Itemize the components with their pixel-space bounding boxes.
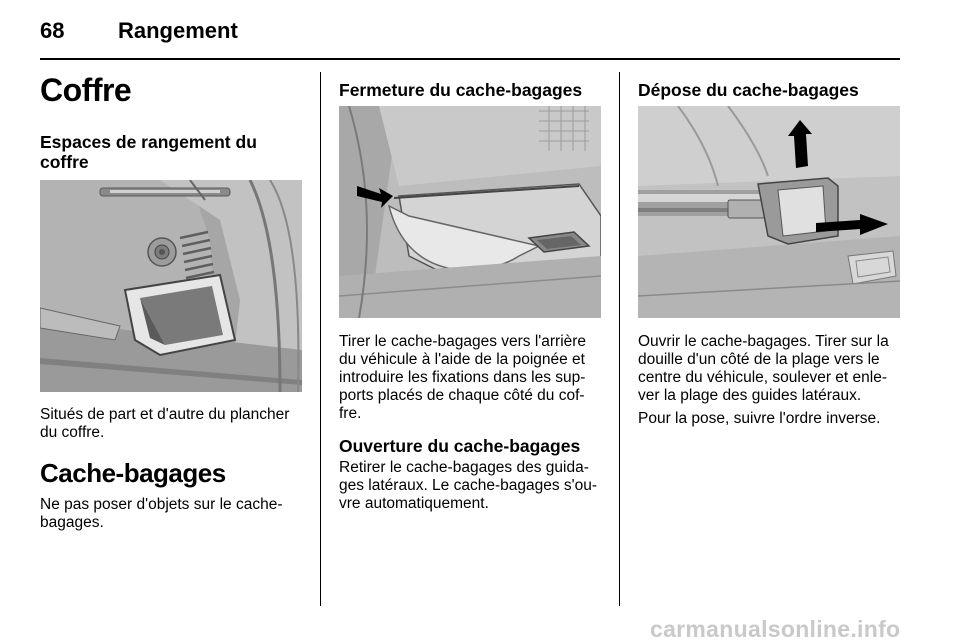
body-text-line: vre automatiquement. xyxy=(339,495,489,512)
body-text-line: du coffre. xyxy=(40,424,105,441)
subsection-title-line2: coffre xyxy=(40,152,89,172)
body-text-line: douille d'un côté de la plage vers le xyxy=(638,351,880,368)
page-number: 68 xyxy=(40,18,65,43)
heading-depose: Dépose du cache-bagages xyxy=(638,80,859,100)
running-header: Rangement xyxy=(118,18,238,43)
body-text-line: Pour la pose, suivre l'ordre inverse. xyxy=(638,410,881,427)
body-text-line: ges latéraux. Le cache-bagages s'ou- xyxy=(339,477,598,494)
body-text-line: Tirer le cache-bagages vers l'arrière xyxy=(339,333,587,350)
watermark-link[interactable]: carmanualsonline.info xyxy=(650,616,901,642)
body-text-line: Ne pas poser d'objets sur le cache- xyxy=(40,496,283,513)
header-rule xyxy=(40,58,900,60)
figure-removing-cover xyxy=(638,106,900,318)
body-text-line: ports placés de chaque côté du cof- xyxy=(339,387,585,404)
column-divider-1 xyxy=(320,72,321,606)
subsection-title-line1: Espaces de rangement du xyxy=(40,132,257,152)
body-text-line: Retirer le cache-bagages des guida- xyxy=(339,459,589,476)
body-text-line: Situés de part et d'autre du plancher xyxy=(40,406,290,423)
heading-ouverture: Ouverture du cache-bagages xyxy=(339,436,581,456)
column-divider-2 xyxy=(619,72,620,606)
body-text-line: bagages. xyxy=(40,514,104,531)
body-text-line: centre du véhicule, soulever et enle- xyxy=(638,369,888,386)
body-text-line: du véhicule à l'aide de la poignée et xyxy=(339,351,585,368)
figure-closing-cover xyxy=(339,106,601,318)
body-text-line: ver la plage des guides latéraux. xyxy=(638,387,862,404)
figure-trunk-storage xyxy=(40,180,302,392)
section-title: Coffre xyxy=(40,72,132,108)
body-text-line: fre. xyxy=(339,405,362,422)
body-text-line: Ouvrir le cache-bagages. Tirer sur la xyxy=(638,333,889,350)
heading-fermeture: Fermeture du cache-bagages xyxy=(339,80,583,100)
body-text-line: introduire les fixations dans les sup- xyxy=(339,369,586,386)
heading-cache-bagages: Cache-bagages xyxy=(40,458,226,488)
